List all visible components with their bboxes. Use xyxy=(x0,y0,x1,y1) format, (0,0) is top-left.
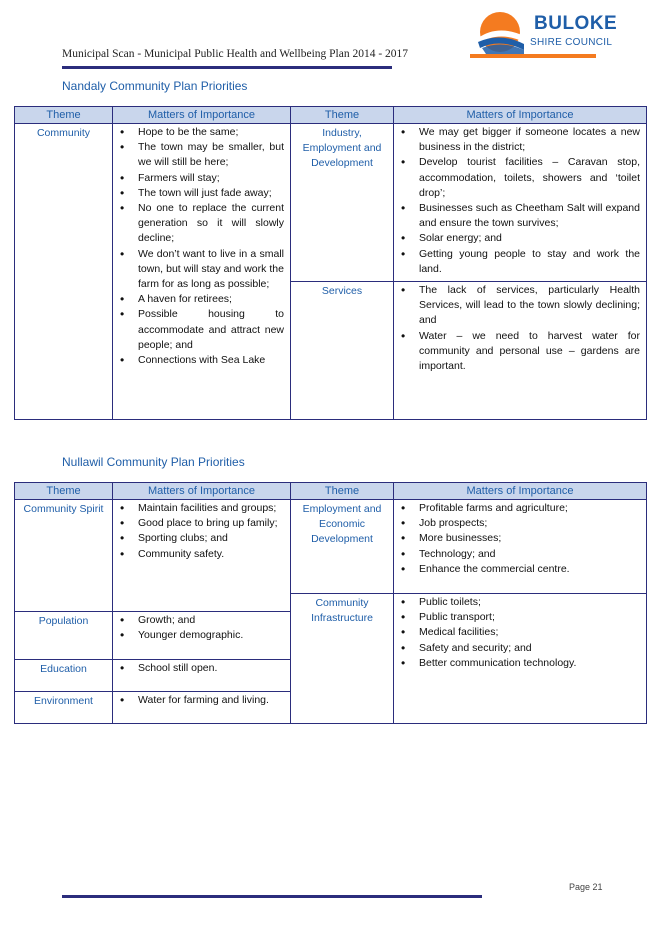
matters-column-header: Matters of Importance xyxy=(394,483,647,500)
matters-cell xyxy=(394,282,647,420)
matters-cell xyxy=(394,124,647,282)
theme-cell-infrastructure: Community Infrastructure xyxy=(291,594,394,724)
table-row xyxy=(15,500,647,594)
list-item: • Public transport; xyxy=(398,610,640,625)
list-item: • Better communication technology. xyxy=(398,656,640,671)
matters-cell xyxy=(394,500,647,594)
list-item: • The town will just fade away; xyxy=(117,186,284,201)
matters-column-header: Matters of Importance xyxy=(113,483,291,500)
bullet-list xyxy=(117,501,284,562)
document-header-title: Municipal Scan - Municipal Public Health and Wellbeing Plan 2014 - 2017 xyxy=(62,48,409,60)
bullet-list xyxy=(117,693,284,708)
list-item: • Community safety. xyxy=(117,547,284,562)
list-item: • Water – we need to harvest water for community and personal use – gardens are important. xyxy=(398,329,640,375)
theme-cell-education: Education xyxy=(15,660,113,692)
list-item: • Water for farming and living. xyxy=(117,693,284,708)
header-rule xyxy=(62,66,392,69)
matters-column-header: Matters of Importance xyxy=(394,107,647,124)
matters-cell xyxy=(113,124,291,420)
list-item: • Safety and security; and xyxy=(398,641,640,656)
theme-cell-employment: Employment and Economic Development xyxy=(291,500,394,594)
bullet-list xyxy=(117,661,284,676)
bullet-list xyxy=(117,613,284,643)
list-item: • Job prospects; xyxy=(398,516,640,531)
bullet-list xyxy=(398,125,640,277)
theme-column-header: Theme xyxy=(15,107,113,124)
list-item: • We don’t want to live in a small town, but will stay and work the farm for as long as possible; xyxy=(117,247,284,293)
list-item: • Develop tourist facilities – Caravan stop, accommodation, toilets, showers and ‘toilet drop’; xyxy=(398,155,640,201)
matters-cell xyxy=(113,612,291,660)
list-item: • School still open. xyxy=(117,661,284,676)
list-item: • We may get bigger if someone locates a new business in the district; xyxy=(398,125,640,155)
matters-cell xyxy=(113,660,291,692)
list-item: • Maintain facilities and groups; xyxy=(117,501,284,516)
table-row xyxy=(15,124,647,282)
list-item: • Younger demographic. xyxy=(117,628,284,643)
list-item: • Profitable farms and agriculture; xyxy=(398,501,640,516)
matters-cell xyxy=(113,692,291,724)
list-item: • Enhance the commercial centre. xyxy=(398,562,640,577)
footer-rule xyxy=(62,895,482,898)
theme-cell-environment: Environment xyxy=(15,692,113,724)
nandaly-heading: Nandaly Community Plan Priorities xyxy=(62,79,248,93)
theme-cell-community-spirit: Community Spirit xyxy=(15,500,113,612)
list-item: • More businesses; xyxy=(398,531,640,546)
theme-column-header: Theme xyxy=(291,107,394,124)
theme-cell-industry: Industry, Employment and Development xyxy=(291,124,394,282)
table-header-row xyxy=(15,483,647,500)
list-item: • Possible housing to accommodate and attract new people; and xyxy=(117,307,284,353)
list-item: • Medical facilities; xyxy=(398,625,640,640)
list-item: • Farmers will stay; xyxy=(117,171,284,186)
page-number: Page 21 xyxy=(569,882,603,892)
logo-subtitle: SHIRE COUNCIL xyxy=(530,37,613,48)
matters-cell xyxy=(394,594,647,724)
bullet-list xyxy=(398,283,640,374)
nandaly-priorities-table xyxy=(14,106,647,420)
matters-cell xyxy=(113,500,291,612)
logo-wordmark: BULOKE xyxy=(534,13,618,34)
list-item: • Growth; and xyxy=(117,613,284,628)
nullawil-priorities-table xyxy=(14,482,647,724)
list-item: • Getting young people to stay and work the land. xyxy=(398,247,640,277)
bullet-list xyxy=(117,125,284,368)
list-item: • Sporting clubs; and xyxy=(117,531,284,546)
list-item: • Solar energy; and xyxy=(398,231,640,246)
nullawil-heading: Nullawil Community Plan Priorities xyxy=(62,455,245,469)
theme-column-header: Theme xyxy=(15,483,113,500)
matters-column-header: Matters of Importance xyxy=(113,107,291,124)
theme-cell-community: Community xyxy=(15,124,113,420)
bullet-list xyxy=(398,501,640,577)
list-item: • Technology; and xyxy=(398,547,640,562)
theme-cell-population: Population xyxy=(15,612,113,660)
list-item: • The town may be smaller, but we will still be here; xyxy=(117,140,284,170)
table-header-row xyxy=(15,107,647,124)
list-item: • Connections with Sea Lake xyxy=(117,353,284,368)
list-item: • Good place to bring up family; xyxy=(117,516,284,531)
list-item: • Businesses such as Cheetham Salt will expand and ensure the town survives; xyxy=(398,201,640,231)
list-item: • No one to replace the current generation so it will slowly decline; xyxy=(117,201,284,247)
theme-cell-services: Services xyxy=(291,282,394,420)
bullet-list xyxy=(398,595,640,671)
list-item: • Hope to be the same; xyxy=(117,125,284,140)
list-item: • Public toilets; xyxy=(398,595,640,610)
theme-column-header: Theme xyxy=(291,483,394,500)
list-item: • The lack of services, particularly Health Services, will lead to the town slowly declining; and xyxy=(398,283,640,329)
list-item: • A haven for retirees; xyxy=(117,292,284,307)
